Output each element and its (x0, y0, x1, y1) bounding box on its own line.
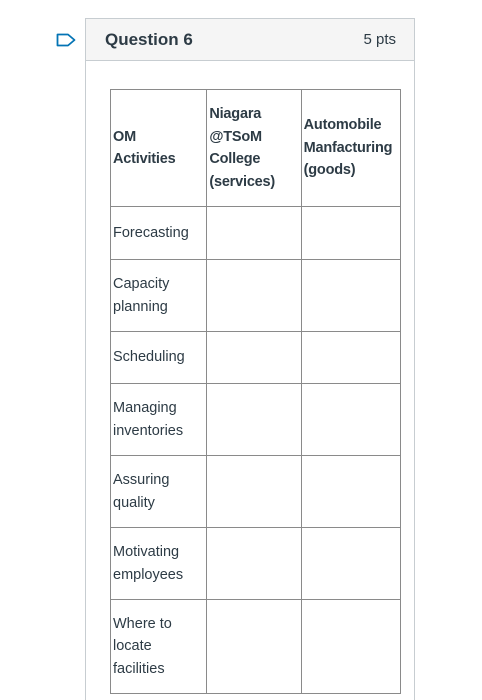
table-row (111, 260, 401, 332)
services-answer-cell[interactable] (207, 600, 301, 694)
flag-question-icon[interactable] (56, 33, 76, 47)
header-services: Niagara @TSoM College (services) (207, 90, 301, 207)
services-answer-cell[interactable] (207, 456, 301, 528)
activity-cell: Assuring quality (111, 456, 207, 528)
services-answer-cell[interactable] (207, 332, 301, 384)
table-row (111, 456, 401, 528)
goods-answer-cell[interactable] (301, 528, 400, 600)
table-row (111, 600, 401, 694)
header-goods: Automobile Manfacturing (goods) (301, 90, 400, 207)
services-answer-cell[interactable] (207, 260, 301, 332)
table-row (111, 528, 401, 600)
table-row (111, 384, 401, 456)
goods-answer-cell[interactable] (301, 332, 400, 384)
goods-answer-cell[interactable] (301, 260, 400, 332)
goods-answer-cell[interactable] (301, 207, 400, 260)
goods-answer-cell[interactable] (301, 384, 400, 456)
om-activities-table (110, 89, 401, 694)
question-header (86, 19, 414, 61)
table-header-row (111, 90, 401, 207)
services-answer-cell[interactable] (207, 207, 301, 260)
services-answer-cell[interactable] (207, 384, 301, 456)
goods-answer-cell[interactable] (301, 600, 400, 694)
activity-cell: Capacity planning (111, 260, 207, 332)
header-om-activities: OM Activities (111, 90, 207, 207)
table-row (111, 332, 401, 384)
question-points: 5 pts (363, 31, 396, 48)
activity-cell: Managing inventories (111, 384, 207, 456)
activity-cell: Where to locate facilities (111, 600, 207, 694)
activity-cell: Motivating employees (111, 528, 207, 600)
question-card (85, 18, 415, 700)
services-answer-cell[interactable] (207, 528, 301, 600)
activity-cell: Scheduling (111, 332, 207, 384)
table-row (111, 207, 401, 260)
activity-cell: Forecasting (111, 207, 207, 260)
question-title: Question 6 (105, 29, 193, 49)
goods-answer-cell[interactable] (301, 456, 400, 528)
